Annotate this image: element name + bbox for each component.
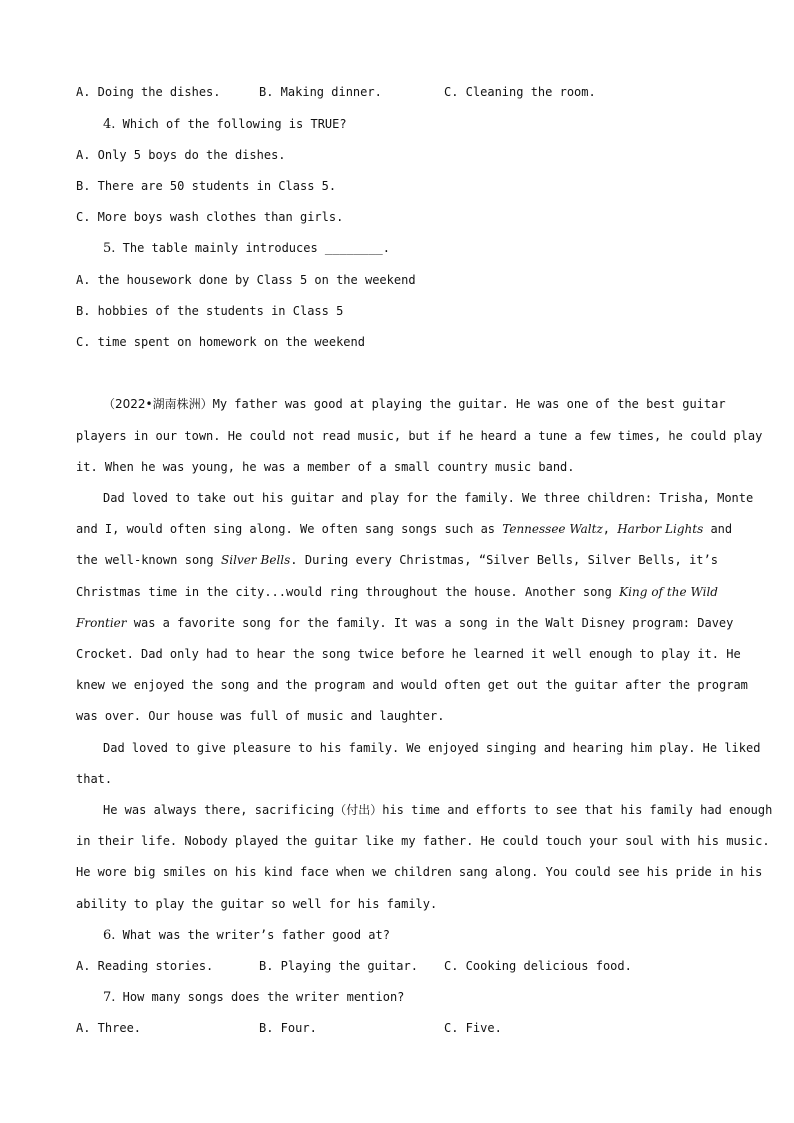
question-5: [103, 240, 390, 257]
question-number: 4.: [103, 117, 116, 132]
question-text: How many songs does the writer mention?: [122, 990, 405, 1004]
option-a: A. Three.: [76, 1021, 142, 1035]
song-title: King of the Wild: [619, 585, 718, 599]
question-text: The table mainly introduces ________.: [122, 241, 390, 255]
passage-line: was over. Our house was full of music and laughter.: [76, 709, 445, 723]
question-text: What was the writer’s father good at?: [122, 928, 390, 942]
question-4: [103, 116, 347, 133]
option-b: B. hobbies of the students in Class 5: [76, 304, 344, 318]
option-b: B. Playing the guitar.: [259, 959, 418, 973]
question-number: 5.: [103, 241, 116, 256]
passage-line: in their life. Nobody played the guitar like my father. He could touch your soul with his music.: [76, 834, 770, 848]
passage-line: （2022•湖南株洲）My father was good at playing the guitar. He was one of the best guitar: [103, 397, 726, 411]
passage-line: Frontier was a favorite song for the family. It was a song in the Walt Disney program: Davey: [76, 616, 734, 630]
passage-line: that.: [76, 772, 113, 786]
passage-line: the well-known song Silver Bells. During every Christmas, “Silver Bells, Silver Bells, it’s: [76, 553, 718, 567]
option-b: B. There are 50 students in Class 5.: [76, 179, 337, 193]
passage-line: Crocket. Dad only had to hear the song twice before he learned it well enough to play it. He: [76, 647, 741, 661]
option-c: C. Five.: [444, 1021, 502, 1035]
option-c: C. Cleaning the room.: [444, 85, 596, 99]
option-c: C. Cooking delicious food.: [444, 959, 632, 973]
option-a: A. the housework done by Class 5 on the weekend: [76, 273, 416, 287]
question-number: 7.: [103, 990, 116, 1005]
song-title: Harbor Lights: [617, 522, 704, 536]
passage-line: knew we enjoyed the song and the program and would often get out the guitar after the program: [76, 678, 748, 692]
passage-line: ability to play the guitar so well for his family.: [76, 897, 438, 911]
song-title: Silver Bells: [221, 553, 291, 567]
option-a: A. Only 5 boys do the dishes.: [76, 148, 286, 162]
passage-line: and I, would often sing along. We often sang songs such as Tennessee Waltz, Harbor Lights and: [76, 522, 733, 536]
question-number: 6.: [103, 928, 116, 943]
passage-line: Dad loved to give pleasure to his family. We enjoyed singing and hearing him play. He liked: [103, 741, 761, 755]
option-a: A. Reading stories.: [76, 959, 214, 973]
passage-line: Dad loved to take out his guitar and play for the family. We three children: Trisha, Monte: [103, 491, 754, 505]
passage-line: He was always there, sacrificing（付出）his time and efforts to see that his family had enough: [103, 803, 773, 817]
passage-line: players in our town. He could not read music, but if he heard a tune a few times, he could play: [76, 429, 763, 443]
passage-line: He wore big smiles on his kind face when we children sang along. You could see his pride in his: [76, 865, 763, 879]
option-b: B. Four.: [259, 1021, 317, 1035]
song-title: Frontier: [76, 616, 127, 630]
passage-source: （2022•湖南株洲）: [103, 397, 213, 411]
passage-line: it. When he was young, he was a member of a small country music band.: [76, 460, 575, 474]
question-text: Which of the following is TRUE?: [122, 117, 347, 131]
option-c: C. time spent on homework on the weekend: [76, 335, 365, 349]
passage-line: Christmas time in the city...would ring throughout the house. Another song King of the Wild: [76, 585, 718, 599]
question-7: [103, 989, 404, 1006]
question-6: [103, 927, 390, 944]
song-title: Tennessee Waltz: [502, 522, 603, 536]
option-b: B. Making dinner.: [259, 85, 382, 99]
option-c: C. More boys wash clothes than girls.: [76, 210, 344, 224]
option-a: A. Doing the dishes.: [76, 85, 221, 99]
